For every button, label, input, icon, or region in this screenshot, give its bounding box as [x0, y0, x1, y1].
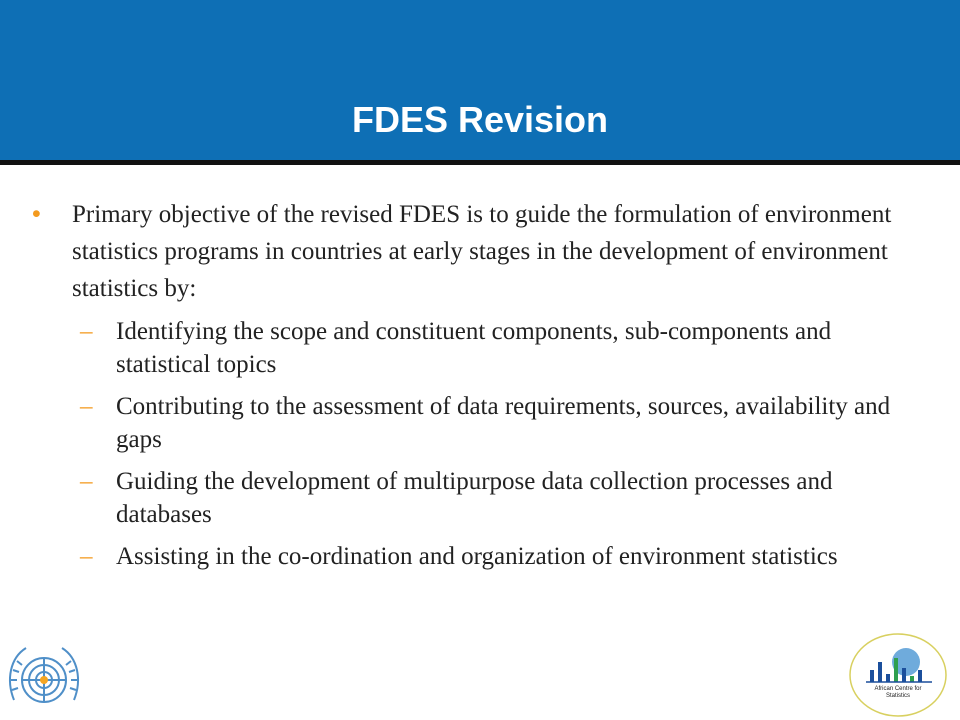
sub-item-text: Contributing to the assessment of data requirements, sources, availability and gaps [116, 393, 891, 453]
sub-item-marker: – [80, 318, 93, 345]
sub-item-marker: – [80, 468, 93, 495]
acs-logo-icon [848, 632, 948, 718]
main-bullet [30, 196, 920, 307]
bullet-marker: • [32, 200, 41, 228]
un-emblem-icon [2, 640, 86, 720]
title-divider [0, 160, 960, 165]
slide-body [30, 196, 920, 582]
sub-item-text: Assisting in the co-ordination and organization of environment statistics [116, 543, 838, 570]
sub-item-marker: – [80, 393, 93, 420]
sub-item-text: Guiding the development of multipurpose data collection processes and databases [116, 468, 833, 528]
sub-item-text: Identifying the scope and constituent components, sub-components and statistical topics [116, 318, 832, 378]
slide-title: FDES Revision [351, 99, 609, 140]
acs-logo-text: African Centre for Statistics [874, 686, 922, 699]
sub-item [30, 465, 920, 531]
main-bullet-text: Primary objective of the revised FDES is to guide the formulation of environment statistics programs in countries at early stages in the development of environment statistics by: [72, 201, 892, 302]
sub-item [30, 540, 920, 573]
sub-item [30, 315, 920, 381]
sub-item [30, 390, 920, 456]
sub-item-marker: – [80, 543, 93, 570]
